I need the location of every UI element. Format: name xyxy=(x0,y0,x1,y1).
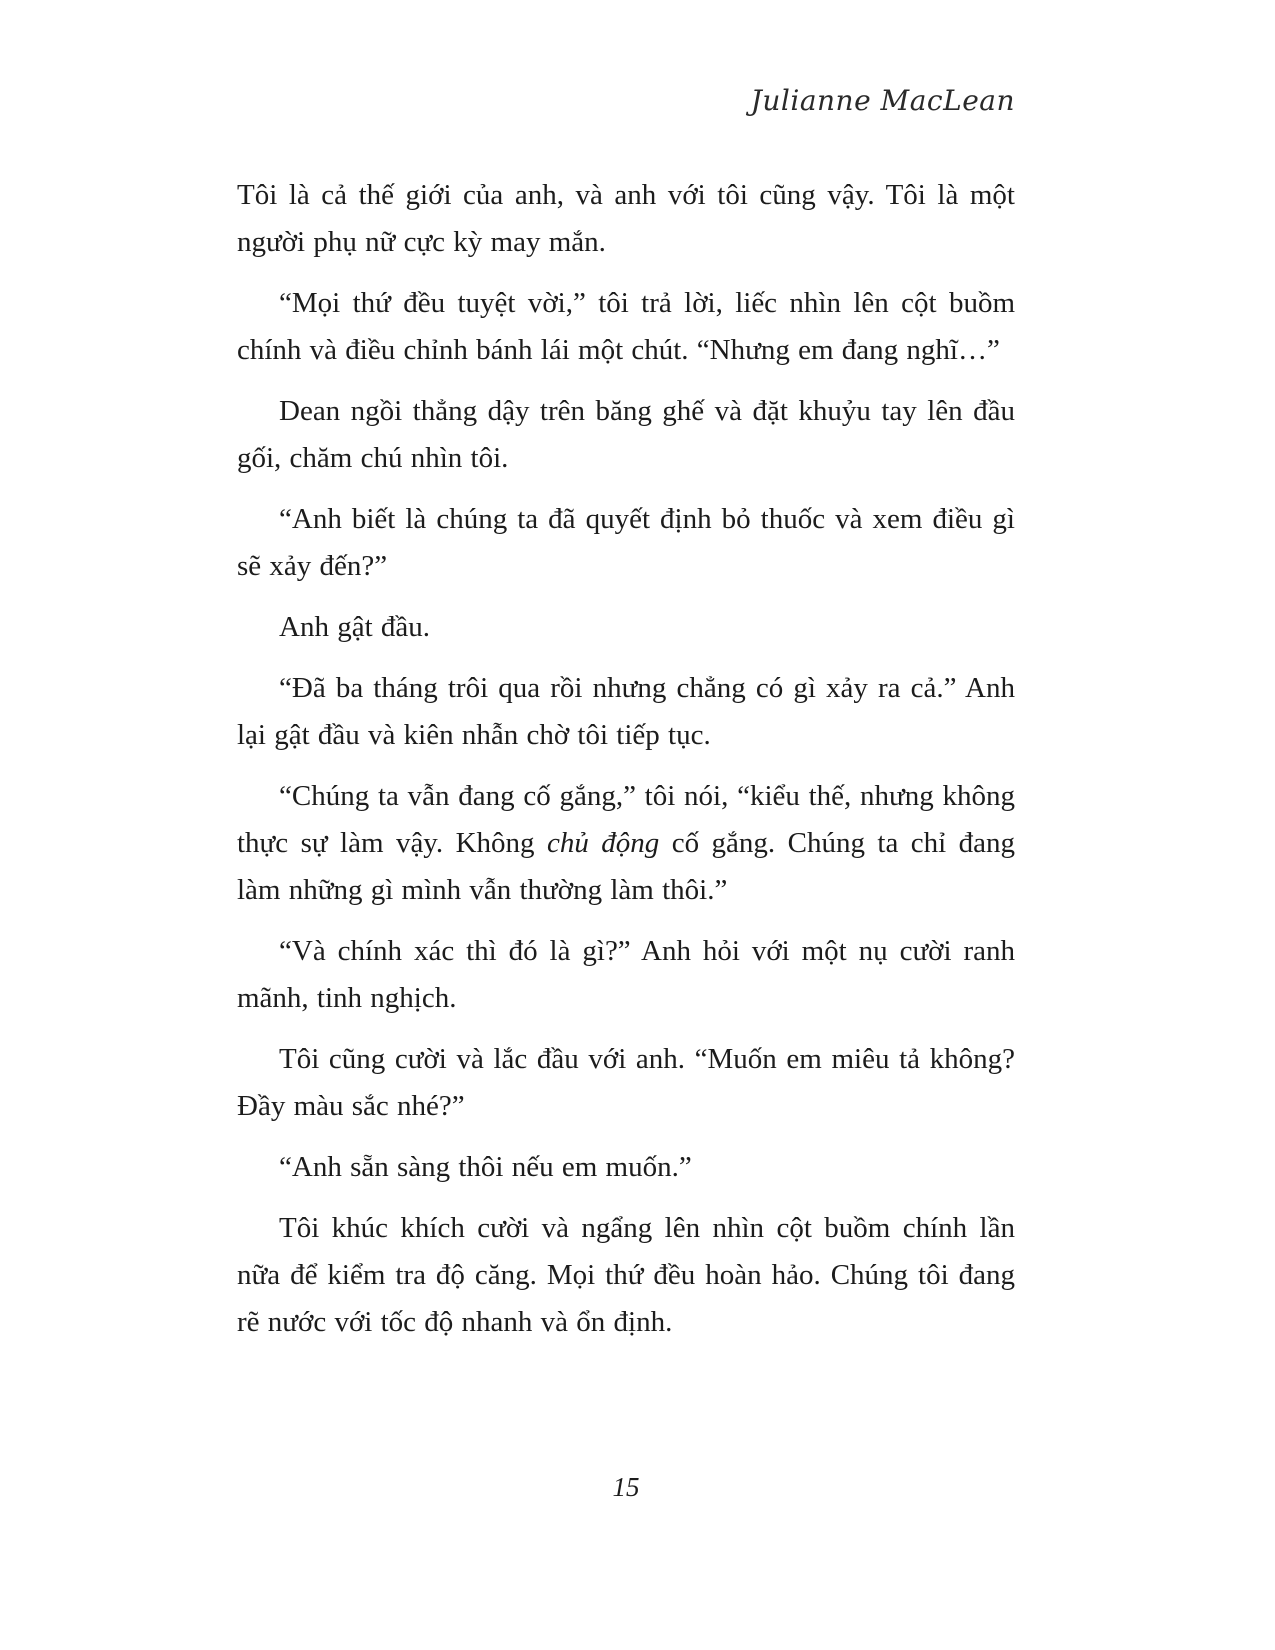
text-run: “Và chính xác thì đó là gì?” Anh hỏi với một nụ cười ranh mãnh, tinh nghịch. xyxy=(237,935,1015,1014)
paragraph xyxy=(237,280,1015,374)
paragraph xyxy=(237,928,1015,1022)
text-run: “Anh sẵn sàng thôi nếu em muốn.” xyxy=(279,1151,692,1183)
paragraph xyxy=(237,773,1015,914)
paragraph xyxy=(237,1205,1015,1346)
text-run: “Chúng ta vẫn đang cố gắng,” tôi nói, “kiểu thế, nhưng không thực sự làm vậy. Không xyxy=(237,780,1015,859)
text-run: Dean ngồi thẳng dậy trên băng ghế và đặt khuỷu tay lên đầu gối, chăm chú nhìn tôi. xyxy=(237,395,1015,474)
text-run: “Anh biết là chúng ta đã quyết định bỏ thuốc và xem điều gì sẽ xảy đến?” xyxy=(237,503,1015,582)
text-run: Tôi khúc khích cười và ngẩng lên nhìn cột buồm chính lần nữa để kiểm tra độ căng. Mọi thứ đều hoàn hảo. Chúng tôi đang rẽ nước với tốc độ nhanh và ổn định. xyxy=(237,1212,1015,1338)
paragraph xyxy=(237,665,1015,759)
page-number: 15 xyxy=(612,1472,640,1502)
paragraph xyxy=(237,172,1015,266)
text-run: cố gắng. Chúng ta chỉ đang làm những gì mình vẫn thường làm thôi.” xyxy=(237,827,1015,906)
body-text xyxy=(237,172,1015,1360)
text-run: “Đã ba tháng trôi qua rồi nhưng chẳng có gì xảy ra cả.” Anh lại gật đầu và kiên nhẫn chờ tôi tiếp tục. xyxy=(237,672,1015,751)
running-head-author: Julianne MacLean xyxy=(750,84,1015,117)
italic-run: chủ động xyxy=(547,827,660,859)
paragraph xyxy=(237,1144,1015,1191)
paragraph xyxy=(237,388,1015,482)
paragraph xyxy=(237,1036,1015,1130)
text-run: Tôi cũng cười và lắc đầu với anh. “Muốn em miêu tả không? Đầy màu sắc nhé?” xyxy=(237,1043,1015,1122)
text-run: Anh gật đầu. xyxy=(279,611,430,643)
text-run: “Mọi thứ đều tuyệt vời,” tôi trả lời, liếc nhìn lên cột buồm chính và điều chỉnh bánh lái một chút. “Nhưng em đang nghĩ…” xyxy=(237,287,1015,366)
paragraph xyxy=(237,604,1015,651)
paragraph xyxy=(237,496,1015,590)
text-run: Tôi là cả thế giới của anh, và anh với tôi cũng vậy. Tôi là một người phụ nữ cực kỳ may mắn. xyxy=(237,179,1015,258)
